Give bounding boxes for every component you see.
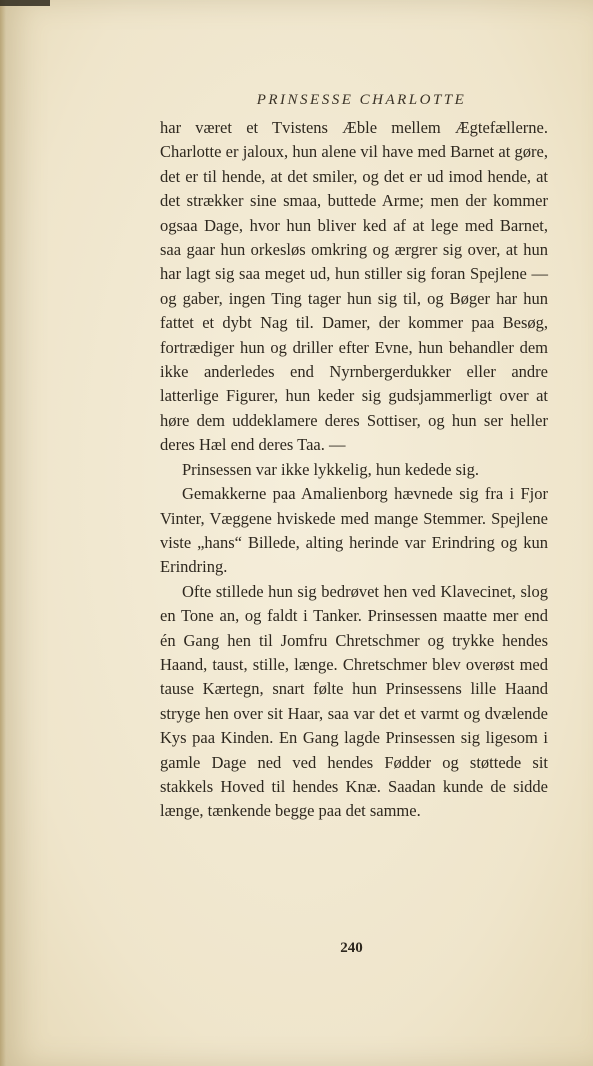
body-text — [160, 116, 548, 824]
paragraph-3: Gemakkerne paa Amalienborg hævnede sig fra i Fjor Vinter, Væggene hviskede med mange Stemmer. Spejlene viste „hans“ Billede, alting herinde var Erindring og kun Erindring. — [160, 484, 548, 577]
page-number: 240 — [340, 940, 363, 956]
paragraph-1: har været et Tvistens Æble mellem Ægtefællerne. Charlotte er jaloux, hun alene vil have med Barnet at gøre, det er til hende, at det smiler, og det er ud imod hende, at det strækker sine smaa, buttede Arme; men der kommer ogsaa Dage, hvor hun bliver ked af at lege med Barnet, saa gaar hun orkesløs omkring og ærgrer sig over, at hun har lagt sig saa meget ud, hun stiller sig foran Spejlene — og gaber, ingen Ting tager hun sig til, og Bøger har hun fattet et dybt Nag til. Damer, der kommer paa Besøg, fortrædiger hun og driller efter Evne, hun behandler dem ikke anderledes end Nyrnbergerdukker eller andre latterlige Figurer, hun keder sig gudsjammerligt over at høre dem uddeklamere deres Sottiser, og hun ser heller deres Hæl end deres Taa. — — [160, 118, 548, 455]
paragraph-4: Ofte stillede hun sig bedrøvet hen ved Klavecinet, slog en Tone an, og faldt i Tanker. Prinsessen maatte mer end én Gang hen til Jomfru Chretschmer og trykke hendes Haand, taust, stille, længe. Chretschmer blev overøst med tause Kærtegn, snart følte hun Prinsessens lille Haand stryge hen over sit Haar, saa var det et varmt og dvælende Kys paa Kinden. En Gang lagde Prinsessen sig ligesom i gamle Dage ned ved hendes Fødder og støttede sit stakkels Hoved til hendes Knæ. Saadan kunde de sidde længe, tænkende begge paa det samme. — [160, 581, 548, 821]
page-binding-edge — [0, 0, 6, 1066]
top-corner-mark — [0, 0, 50, 6]
paragraph-2: Prinsessen var ikke lykkelig, hun kedede sig. — [182, 459, 479, 479]
running-head: PRINSESSE CHARLOTTE — [256, 92, 467, 108]
